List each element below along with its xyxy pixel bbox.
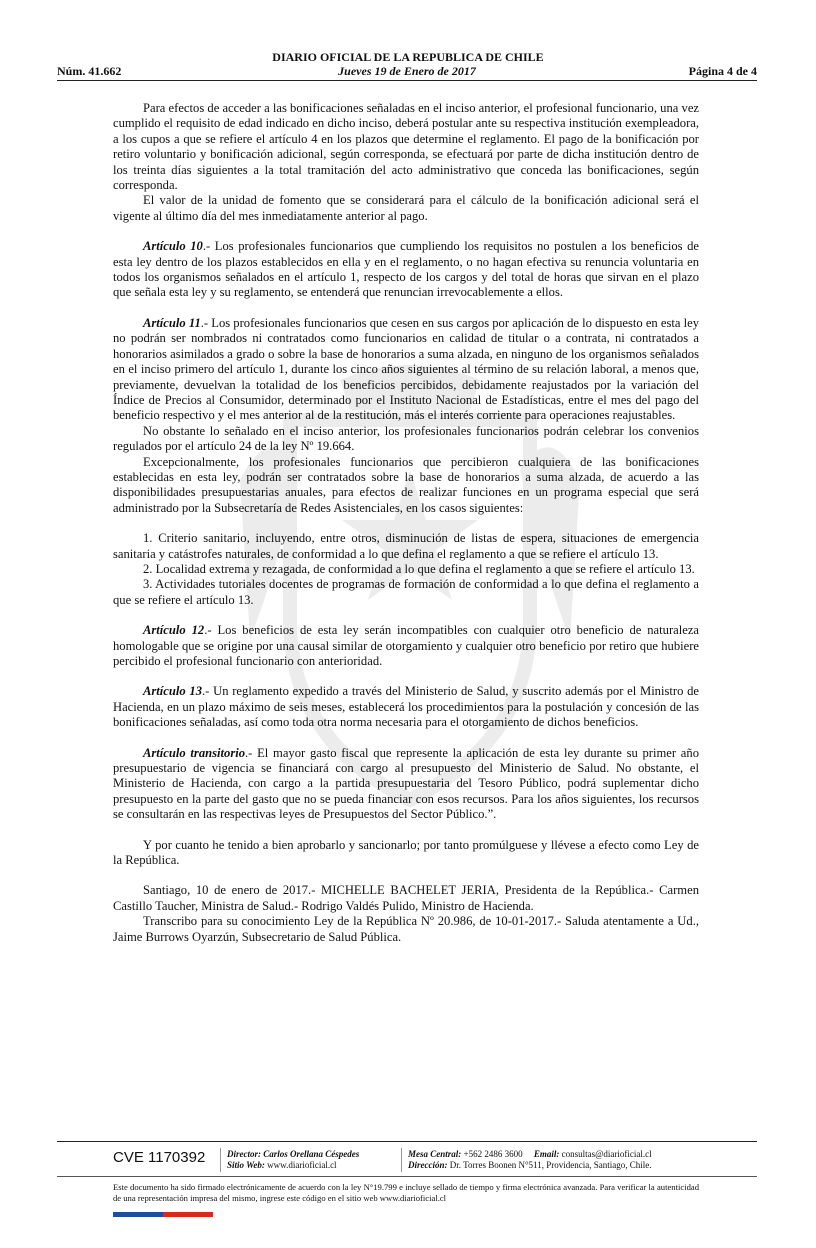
page-indicator: Página 4 de 4 xyxy=(688,64,757,78)
email-label: Email: xyxy=(533,1149,560,1159)
article-text: .- Los beneficios de esta ley serán incompatibles con cualquier otro beneficio de naturaleza homologable que se origine por una causal similar de otorgamiento y cualquier otro beneficio por retiro que hubiere percibido el profesional funcionario con anterioridad. xyxy=(113,623,699,668)
director-name: Carlos Orellana Céspedes xyxy=(263,1149,360,1159)
address-label: Dirección: xyxy=(408,1160,448,1170)
phone-label: Mesa Central: xyxy=(408,1149,462,1159)
site-label: Sitio Web: xyxy=(227,1160,265,1170)
footer-divider xyxy=(57,1141,757,1142)
signature-disclaimer: Este documento ha sido firmado electrónicamente de acuerdo con la ley N°19.799 e incluye sellado de tiempo y firma electrónica avanzada. Para verificar la autenticidad de una representación impresa del mismo, ingrese este código en el sitio web www.diarioficial.cl xyxy=(113,1182,699,1203)
flag-stripe-red xyxy=(163,1212,213,1217)
footer-separator xyxy=(220,1148,221,1172)
article-heading: Artículo 13 xyxy=(143,684,203,699)
email-link[interactable]: consultas@diarioficial.cl xyxy=(561,1149,652,1159)
document-body xyxy=(113,101,699,945)
transitional-article xyxy=(113,746,699,823)
paragraph: Para efectos de acceder a las bonificaciones señaladas en el inciso anterior, el profesional funcionario, una vez cumplido el requisito de edad indicado en dicho inciso, deberá postular ante su respectiva institución exempleadora, a los cupos a que se refiere el artículo 4 en los plazos que determine el reglamento. El pago de la bonificación por retiro voluntario y bonificación adicional, según corresponda, se efectuará por parte de dicha institución dentro de los treinta días siguientes a la total tramitación del acto administrativo que conceda las bonificaciones, según corresponda. xyxy=(113,101,699,193)
header-divider xyxy=(57,80,757,81)
promulgation-paragraph: Y por cuanto he tenido a bien aprobarlo y sancionarlo; por tanto promúlguese y llévese a efecto como Ley de la República. xyxy=(113,837,699,868)
director-label: Director: xyxy=(227,1149,261,1159)
flag-stripe-blue xyxy=(113,1212,163,1217)
article-heading: Artículo transitorio xyxy=(143,745,246,760)
newspaper-title: DIARIO OFICIAL DE LA REPUBLICA DE CHILE xyxy=(272,50,544,64)
list-item: 2. Localidad extrema y rezagada, de conformidad a lo que defina el reglamento a que se refiere el artículo 13. xyxy=(143,561,695,576)
paragraph: El valor de la unidad de fomento que se considerará para el cálculo de la bonificación adicional será el vigente al último día del mes inmediatamente anterior al pago. xyxy=(113,193,699,223)
article-text: .- Los profesionales funcionarios que cesen en sus cargos por aplicación de lo dispuesto en esta ley no podrán ser nombrados ni contratados como funcionarios en calidad de titular o a contrata, ni contratados a honorarios asimilados a grado o sobre la base de honorarios a suma alzada, en ninguno de los organismos señalados en el inciso primero del artículo 1, durante los cinco años siguientes al término de su relación laboral, a menos que, previamente, devuelvan la totalidad de los beneficios percibidos, debidamente reajustados por la variación del Índice de Precios al Consumidor, determinado por el Instituto Nacional de Estadísticas, entre el mes del pago del beneficio respectivo y el mes anterior al de la restitución, más el interés corriente para operaciones reajustables. xyxy=(113,315,699,423)
issue-number: Núm. 41.662 xyxy=(57,64,122,78)
transcription-paragraph: Transcribo para su conocimiento Ley de la República Nº 20.986, de 10-01-2017.- Saluda atentamente a Ud., Jaime Burrows Oyarzún, Subsecretario de Salud Pública. xyxy=(113,914,699,944)
phone-value: +562 2486 3600 xyxy=(463,1149,523,1159)
issue-date: Jueves 19 de Enero de 2017 xyxy=(338,64,476,78)
article-heading: Artículo 11 xyxy=(143,315,201,330)
cve-code: CVE 1170392 xyxy=(113,1149,206,1166)
footer-director-block xyxy=(227,1149,359,1171)
article-text: .- El mayor gasto fiscal que represente la aplicación de esta ley durante su primer año presupuestario de vigencia se financiará con cargo al presupuesto del Ministerio de Salud. No obstante, el Ministerio de Hacienda, con cargo a la partida presupuestaria del Tesoro Público, podrá suplementar dicho presupuesto en la parte del gasto que no se pueda financiar con esos recursos. Para los años siguientes, los recursos se consultarán en las respectivas leyes de Presupuestos del Sector Público.”. xyxy=(113,745,699,822)
article-10 xyxy=(113,239,699,301)
footer-separator xyxy=(401,1148,402,1172)
site-link[interactable]: www.diarioficial.cl xyxy=(267,1160,337,1170)
article-heading: Artículo 10 xyxy=(143,239,203,254)
paragraph: Excepcionalmente, los profesionales funcionarios que percibieron cualquiera de las bonificaciones establecidas en esta ley, podrán ser contratados sobre la base de honorarios a suma alzada, de acuerdo a las disponibilidades presupuestarias anuales, para efectos de realizar funciones en un programa especial que será administrado por la Subsecretaría de Redes Asistenciales, en los casos siguientes: xyxy=(113,454,699,515)
list-item: 1. Criterio sanitario, incluyendo, entre otros, disminución de listas de espera, situaciones de emergencia sanitaria y catástrofes naturales, de conformidad a lo que defina el reglamento a que se refiere el artículo 13. xyxy=(113,531,699,561)
signatures-paragraph: Santiago, 10 de enero de 2017.- MICHELLE BACHELET JERIA, Presidenta de la República.- Carmen Castillo Taucher, Ministra de Salud.- Rodrigo Valdés Pulido, Ministro de Hacienda. xyxy=(113,883,699,913)
footer-contact-block xyxy=(408,1149,652,1171)
article-11 xyxy=(113,316,699,424)
footer-divider xyxy=(57,1176,757,1177)
article-12 xyxy=(113,623,699,669)
article-13 xyxy=(113,684,699,730)
list-item: 3. Actividades tutoriales docentes de programas de formación de conformidad a lo que defina el reglamento a que se refiere el artículo 13. xyxy=(113,577,699,607)
article-text: .- Un reglamento expedido a través del Ministerio de Salud, y suscrito además por el Ministro de Hacienda, en un plazo máximo de seis meses, establecerá los procedimientos para la postulación y concesión de las bonificaciones señaladas, así como toda otra norma necesaria para el otorgamiento de dichos beneficios. xyxy=(113,684,699,730)
address-value: Dr. Torres Boonen N°511, Providencia, Santiago, Chile. xyxy=(449,1160,652,1170)
article-heading: Artículo 12 xyxy=(143,623,205,638)
paragraph: No obstante lo señalado en el inciso anterior, los profesionales funcionarios podrán celebrar los convenios regulados por el artículo 24 de la ley Nº 19.664. xyxy=(113,423,699,454)
article-text: .- Los profesionales funcionarios que cumpliendo los requisitos no postulen a los beneficios de esta ley dentro de los plazos establecidos en ella y en el reglamento, o no hagan efectiva su renuncia voluntaria en todos los organismos señalados en el artículo 1, respecto de los cargos y del total de horas que sirvan en el plazo que señala esta ley y su reglamento, se entenderá que renuncian irrevocablemente a ellos. xyxy=(113,239,700,300)
